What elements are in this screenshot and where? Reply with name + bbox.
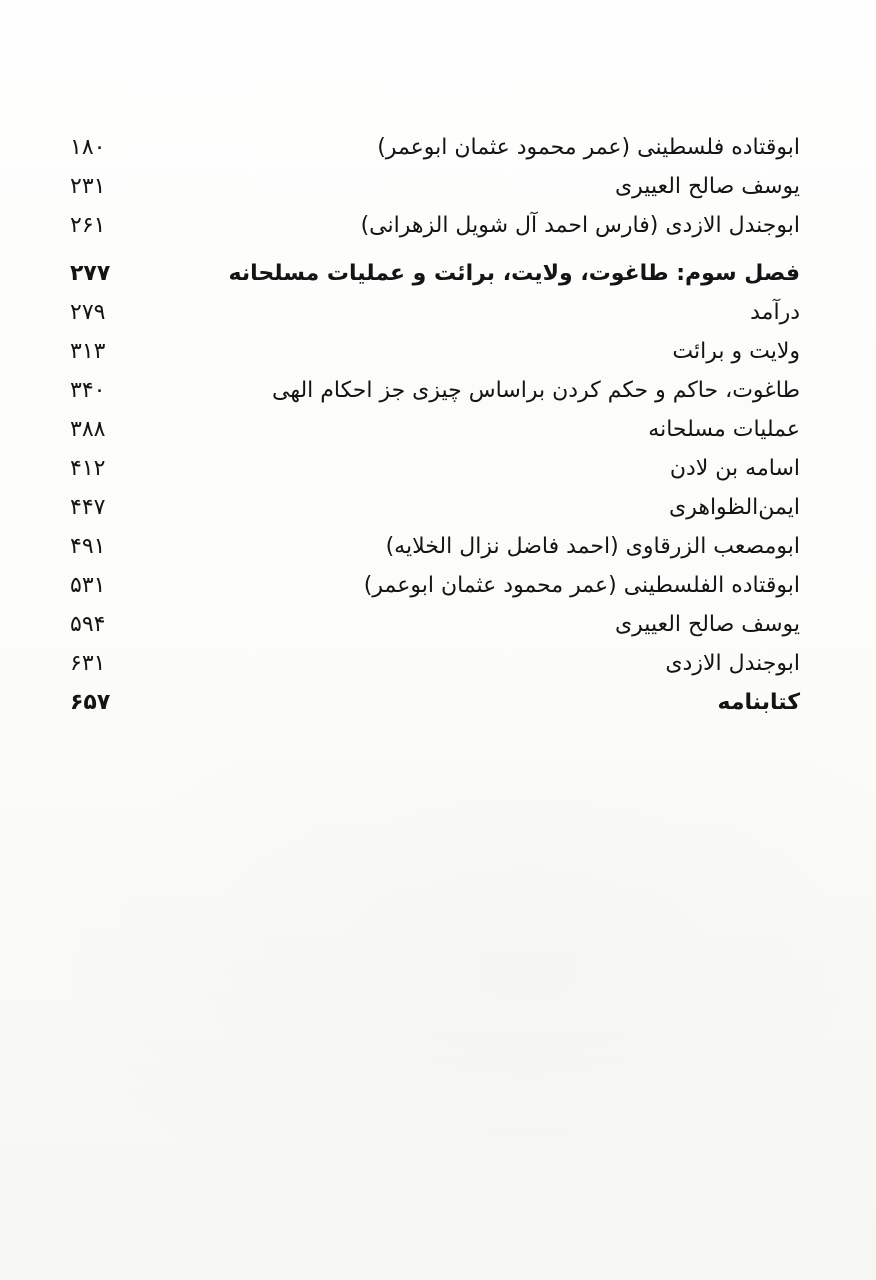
toc-entry <box>70 371 800 410</box>
toc-chapter-heading <box>70 254 800 293</box>
toc-entry-title: ابوجندل الازدی <box>665 651 800 676</box>
toc-entry <box>70 410 800 449</box>
table-of-contents <box>70 128 800 722</box>
toc-entry-title: ایمن‌الظواهری <box>668 495 800 520</box>
toc-entry <box>70 566 800 605</box>
toc-entry-page-number: ۲۳۱ <box>70 174 106 199</box>
toc-entry-page-number: ۳۱۳ <box>70 339 106 364</box>
toc-entry <box>70 167 800 206</box>
toc-entry-page-number: ۴۴۷ <box>70 495 106 520</box>
toc-entry-page-number: ۵۳۱ <box>70 573 106 598</box>
toc-entry <box>70 527 800 566</box>
toc-entry <box>70 293 800 332</box>
toc-entry <box>70 605 800 644</box>
toc-entry-title: ابوجندل الازدی (فارس احمد آل شویل الزهرانی) <box>360 213 800 238</box>
toc-entry-title: ابوقتاده فلسطینی (عمر محمود عثمان ابوعمر) <box>377 135 800 160</box>
toc-entry <box>70 488 800 527</box>
toc-entry-title: ولایت و برائت <box>672 339 800 364</box>
toc-bibliography-title: کتابنامه <box>717 690 800 715</box>
toc-entry-page-number: ۴۱۲ <box>70 456 106 481</box>
toc-entry-title: درآمد <box>750 300 800 325</box>
toc-entry <box>70 449 800 488</box>
toc-chapter-page-number: ۲۷۷ <box>70 261 111 286</box>
toc-entry-title: ابوقتاده الفلسطینی (عمر محمود عثمان ابوعمر) <box>363 573 800 598</box>
toc-bibliography-entry <box>70 683 800 722</box>
toc-entry-title: ابومصعب الزرقاوی (احمد فاضل نزال الخلایه) <box>385 534 800 559</box>
toc-entry-title: یوسف صالح العییری <box>614 174 800 199</box>
toc-bibliography-page-number: ۶۵۷ <box>70 690 111 715</box>
toc-entry-page-number: ۲۶۱ <box>70 213 106 238</box>
toc-entry-page-number: ۱۸۰ <box>70 135 106 160</box>
toc-entry-title: طاغوت، حاکم و حکم کردن براساس چیزی جز احکام الهی <box>271 378 800 403</box>
toc-entry-page-number: ۵۹۴ <box>70 612 106 637</box>
paper-shading <box>0 760 876 1280</box>
toc-chapter-title: فصل سوم: طاغوت، ولایت، برائت و عملیات مسلحانه <box>228 261 800 286</box>
toc-entry-title: عملیات مسلحانه <box>648 417 800 442</box>
toc-entry <box>70 206 800 245</box>
toc-entry-title: اسامه بن لادن <box>669 456 800 481</box>
toc-entry-page-number: ۴۹۱ <box>70 534 106 559</box>
toc-entry <box>70 332 800 371</box>
toc-entry-page-number: ۳۴۰ <box>70 378 106 403</box>
toc-entry-page-number: ۲۷۹ <box>70 300 106 325</box>
toc-entry-page-number: ۳۸۸ <box>70 417 106 442</box>
toc-entry-title: یوسف صالح العییری <box>614 612 800 637</box>
toc-entry-page-number: ۶۳۱ <box>70 651 106 676</box>
toc-entry <box>70 644 800 683</box>
toc-entry <box>70 128 800 167</box>
